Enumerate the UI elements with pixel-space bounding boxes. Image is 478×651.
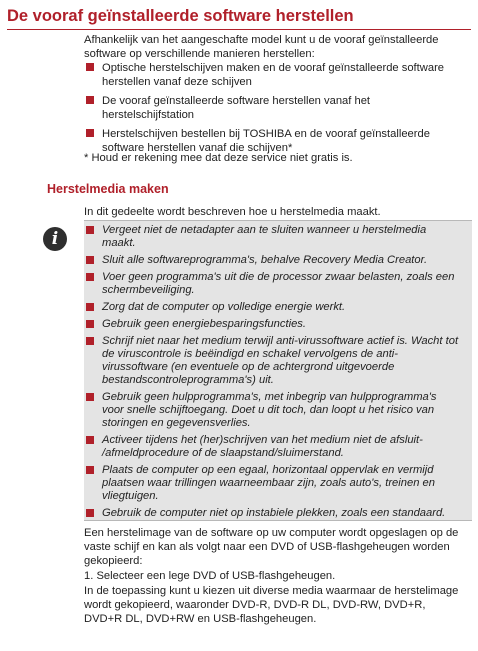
square-bullet-icon bbox=[86, 436, 94, 444]
note-item-text: Zorg dat de computer op volledige energie werkt. bbox=[102, 301, 346, 313]
note-item bbox=[84, 391, 460, 430]
note-item bbox=[84, 318, 460, 331]
note-item bbox=[84, 224, 460, 250]
list-item-text: Herstelschijven bestellen bij TOSHIBA en de vooraf geïnstalleerde software herstellen vanaf die schijven* bbox=[102, 128, 430, 154]
note-item-text: Vergeet niet de netadapter aan te sluiten wanneer u herstelmedia maakt. bbox=[102, 224, 427, 249]
note-item bbox=[84, 301, 460, 314]
note-item-text: Gebruik geen energiebesparingsfuncties. bbox=[102, 318, 306, 330]
note-item bbox=[84, 335, 460, 387]
footnote: * Houd er rekening mee dat deze service niet gratis is. bbox=[84, 152, 353, 164]
square-bullet-icon bbox=[86, 96, 94, 104]
note-item bbox=[84, 507, 460, 520]
method-list bbox=[84, 61, 464, 160]
section-heading: Herstelmedia maken bbox=[47, 182, 169, 196]
square-bullet-icon bbox=[86, 337, 94, 345]
square-bullet-icon bbox=[86, 509, 94, 517]
list-item-text: Optische herstelschijven maken en de vooraf geïnstalleerde software herstellen vanaf deze schijven bbox=[102, 62, 445, 88]
note-item-text: Activeer tijdens het (her)schrijven van het medium niet de afsluit- /afmeldprocedure of de slaapstand/sluimerstand. bbox=[102, 434, 423, 459]
note-item-text: Plaats de computer op een egaal, horizontaal oppervlak en vermijd plaatsen waar trillingen waarneembaar zijn, zoals auto's, treinen en vliegtuigen. bbox=[102, 464, 435, 502]
page-title: De vooraf geïnstalleerde software herstellen bbox=[7, 6, 471, 30]
note-item-text: Gebruik de computer niet op instabiele plekken, zoals een standaard. bbox=[102, 507, 446, 519]
note-item bbox=[84, 254, 460, 267]
square-bullet-icon bbox=[86, 129, 94, 137]
list-item-text: De vooraf geïnstalleerde software herstellen vanaf het herstelschijfstation bbox=[102, 95, 371, 121]
square-bullet-icon bbox=[86, 63, 94, 71]
note-item-text: Sluit alle softwareprogramma's, behalve Recovery Media Creator. bbox=[102, 254, 428, 266]
square-bullet-icon bbox=[86, 226, 94, 234]
info-icon: i bbox=[43, 227, 67, 251]
note-item bbox=[84, 434, 460, 460]
square-bullet-icon bbox=[86, 273, 94, 281]
note-item-text: Voer geen programma's uit die de processor zwaar belasten, zoals een schermbeveiliging. bbox=[102, 271, 455, 296]
square-bullet-icon bbox=[86, 303, 94, 311]
note-item bbox=[84, 271, 460, 297]
square-bullet-icon bbox=[86, 393, 94, 401]
square-bullet-icon bbox=[86, 466, 94, 474]
section-intro: In dit gedeelte wordt beschreven hoe u herstelmedia maakt. bbox=[84, 206, 381, 218]
square-bullet-icon bbox=[86, 256, 94, 264]
note-item-text: Schrijf niet naar het medium terwijl anti-virussoftware actief is. Wacht tot de viruscontrole is beëindigd en schakel vervolgens de anti-virussoftware (en eventuele op de achtergrond uitgevoerde bestandscontroleprogramma's) uit. bbox=[102, 335, 459, 386]
square-bullet-icon bbox=[86, 320, 94, 328]
note-list bbox=[84, 224, 460, 524]
list-item bbox=[84, 61, 464, 89]
list-item bbox=[84, 94, 464, 122]
body-paragraph: Een herstelimage van de software op uw computer wordt opgeslagen op de vaste schijf en kan als volgt naar een DVD of USB-flashgeheugen worden gekopieerd: bbox=[84, 527, 459, 567]
note-item bbox=[84, 464, 460, 503]
step-item: 1. Selecteer een lege DVD of USB-flashgeheugen. bbox=[84, 570, 336, 582]
note-item-text: Gebruik geen hulpprogramma's, met inbegrip van hulpprogramma's voor snelle schijftoegang. Doet u dit toch, dan loopt u het risico van storingen en gegevensverlies. bbox=[102, 391, 437, 429]
intro-paragraph: Afhankelijk van het aangeschafte model kunt u de vooraf geïnstalleerde software op verschillende manieren herstellen: bbox=[84, 34, 439, 60]
body-paragraph: In de toepassing kunt u kiezen uit diverse media waarmaar de herstelimage wordt gekopieerd, waaronder DVD-R, DVD-R DL, DVD-RW, DVD+R, DVD+R DL, DVD+RW en USB-flashgeheugen. bbox=[84, 585, 459, 625]
